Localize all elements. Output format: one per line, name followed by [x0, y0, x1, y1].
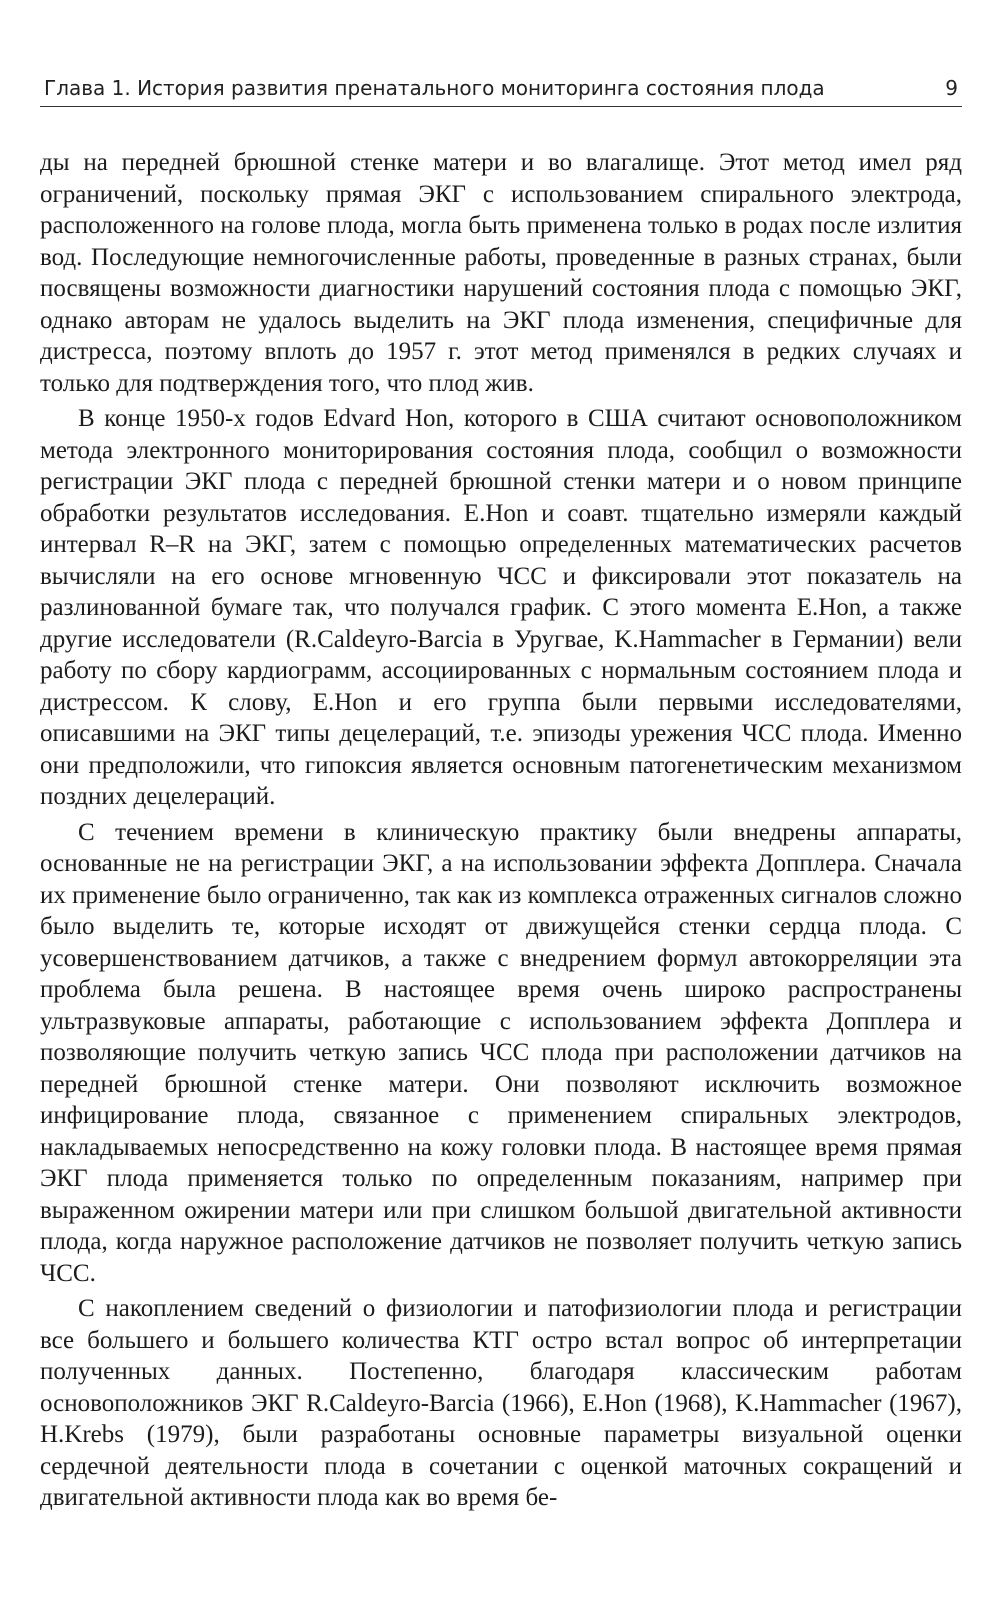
- paragraph-2: В конце 1950-х годов Edvard Hon, которого в США считают основоположником метода электронного мониторирования состояния плода, сообщил о возможности регистрации ЭКГ плода с передней брюшной стенки матери и о новом принципе обработки результатов исследования. E.Hon и соавт. тщательно измеряли каждый интервал R–R на ЭКГ, затем с помощью определенных математических расчетов вычисляли на его основе мгновенную ЧСС и фиксировали этот показатель на разлинованной бумаге так, что получался график. С этого момента E.Hon, а также другие исследователи (R.Caldeyro-Barcia в Уругвае, K.Hammacher в Германии) вели работу по сбору кардиограмм, ассоциированных с нормальным состоянием плода и дистрессом. К слову, E.Hon и его группа были первыми исследователями, описавшими на ЭКГ типы децелераций, т.е. эпизоды урежения ЧСС плода. Именно они предположили, что гипоксия является основным патогенетическим механизмом поздних децелераций.: [40, 405, 962, 810]
- running-header: [40, 76, 962, 107]
- body-text: [40, 147, 962, 1514]
- paragraph-1: ды на передней брюшной стенке матери и во влагалище. Этот метод имел ряд ограничений, поскольку прямая ЭКГ с использованием спирального электрода, расположенного на голове плода, могла быть применена только в родах после излития вод. Последующие немногочисленные работы, проведенные в разных странах, были посвящены возможности диагностики нарушений состояния плода с помощью ЭКГ, однако авторам не удалось выделить на ЭКГ плода изменения, специфичные для дистресса, поэтому вплоть до 1957 г. этот метод применялся в редких случаях и только для подтверждения того, что плод жив.: [40, 149, 962, 397]
- paragraph-4: С накоплением сведений о физиологии и патофизиологии плода и регистрации все большего и большего количества КТГ остро встал вопрос об интерпретации полученных данных. Постепенно, благодаря классическим работам основоположников ЭКГ R.Caldeyro-Barcia (1966), E.Hon (1968), K.Hammacher (1967), H.Krebs (1979), были разработаны основные параметры визуальной оценки сердечной деятельности плода в сочетании с оценкой маточных сокращений и двигательной активности плода как во время бе-: [40, 1295, 962, 1511]
- page-number: 9: [945, 76, 958, 100]
- paragraph-3: С течением времени в клиническую практику были внедрены аппараты, основанные не на регистрации ЭКГ, а на использовании эффекта Допплера. Сначала их применение было ограниченно, так как из комплекса отраженных сигналов сложно было выделить те, которые исходят от движущейся стенки сердца плода. С усовершенствованием датчиков, а также с внедрением формул автокорреляции эта проблема была решена. В настоящее время очень широко распространены ультразвуковые аппараты, работающие с использованием эффекта Допплера и позволяющие получить четкую запись ЧСС плода при расположении датчиков на передней брюшной стенке матери. Они позволяют исключить возможное инфицирование плода, связанное с применением спиральных электродов, накладываемых непосредственно на кожу головки плода. В настоящее время прямая ЭКГ плода применяется только по определенным показаниям, например при выраженном ожирении матери или при слишком большой двигательной активности плода, когда наружное расположение датчиков не позволяет получить четкую запись ЧСС.: [40, 818, 962, 1287]
- book-page: [40, 76, 962, 1514]
- chapter-title: Глава 1. История развития пренатального мониторинга состояния плода: [44, 76, 825, 100]
